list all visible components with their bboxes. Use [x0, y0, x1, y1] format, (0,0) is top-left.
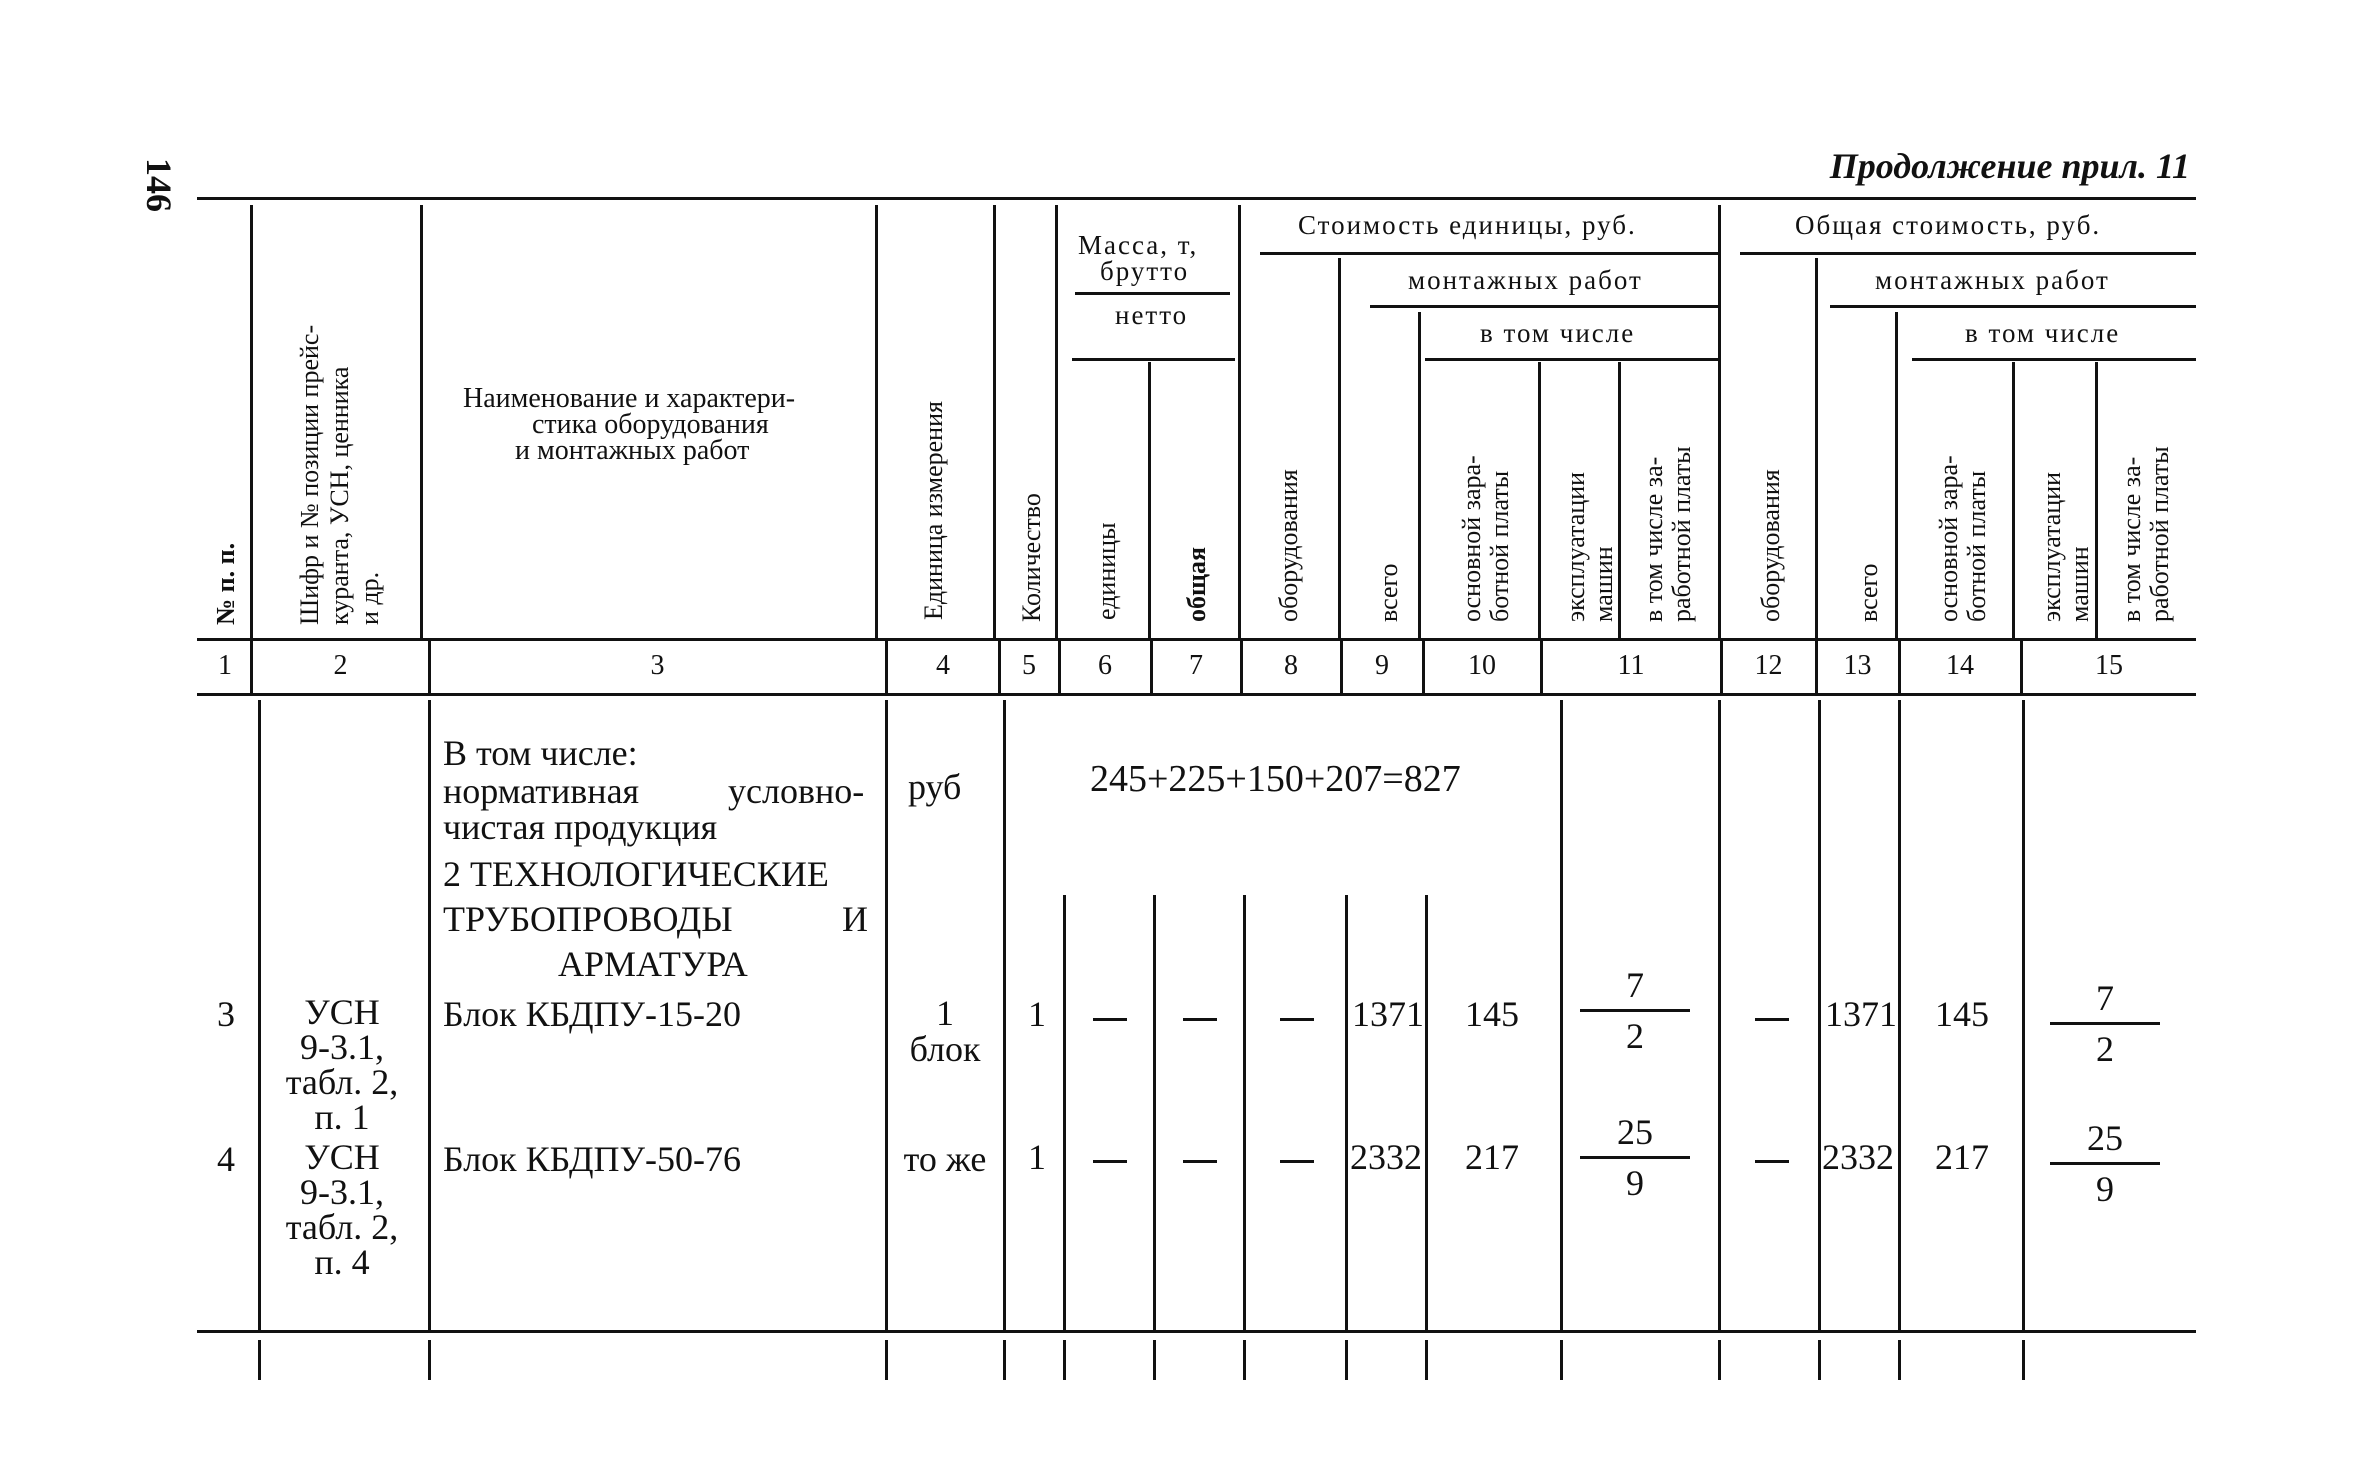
header-c2-l2: куранта, УСН, ценника	[325, 366, 354, 625]
frac-bottom: 9	[1626, 1163, 1644, 1203]
colnum-5: 5	[1022, 650, 1036, 681]
intro-line1: В том числе:	[443, 733, 638, 773]
rule-mass-mid	[1075, 292, 1230, 295]
intro-line2a: нормативная	[443, 771, 640, 811]
bv-4	[1003, 700, 1006, 1330]
frac-top: 7	[1626, 965, 1644, 1005]
header-c15b-l1: в том числе за-	[2117, 456, 2146, 622]
hv-4	[993, 205, 996, 640]
table-row-3-c10: 145	[1465, 994, 1519, 1034]
header-c9: всего	[1374, 563, 1403, 622]
frac-bottom: 2	[1626, 1016, 1644, 1056]
fv-5	[1063, 1340, 1066, 1380]
header-c15a-l1: эксплуатации	[2037, 471, 2066, 622]
colnum-9: 9	[1375, 650, 1389, 681]
colnum-7: 7	[1189, 650, 1203, 681]
header-c15a-l2: машин	[2065, 546, 2094, 622]
hv-7	[1238, 205, 1241, 640]
table-row-4-num: 4	[217, 1139, 235, 1179]
header-c8: оборудования	[1274, 469, 1303, 622]
colnum-3: 3	[650, 650, 665, 681]
hv-14	[1895, 312, 1898, 640]
colnum-12: 12	[1754, 650, 1783, 681]
rule-top	[197, 197, 2196, 200]
colnum-15: 15	[2095, 650, 2123, 681]
table-row-4-c11	[1580, 1112, 1690, 1203]
header-incl2: в том числе	[1965, 318, 2121, 348]
unit-line: то же	[903, 1139, 987, 1179]
table-row-3-c8	[1280, 1018, 1314, 1021]
fv-2	[428, 1340, 431, 1380]
table-row-3-code	[262, 992, 422, 1137]
colnum-1: 1	[218, 650, 232, 681]
bv-10	[1560, 700, 1563, 1330]
table-row-3-c9: 1371	[1352, 994, 1424, 1034]
header-brutto: брутто	[1100, 256, 1190, 286]
intro-line3: чистая продукция	[443, 807, 718, 847]
fv-10	[1560, 1340, 1563, 1380]
hv-13	[1815, 258, 1818, 640]
hv-15	[2012, 362, 2015, 640]
header-c14-l1: основной зара-	[1934, 455, 1963, 622]
header-c10-l1: основной зара-	[1457, 455, 1486, 622]
header-c11b-l1: в том числе за-	[1639, 456, 1668, 622]
bv-5	[1063, 895, 1066, 1330]
rule-colnum-bottom	[197, 693, 2196, 696]
hv-8	[1338, 258, 1341, 640]
colnum-2: 2	[333, 650, 348, 681]
table-row-4-c12	[1755, 1160, 1789, 1163]
header-netto: нетто	[1115, 300, 1189, 330]
frac-top: 25	[1617, 1112, 1653, 1152]
table-row-4-unit	[890, 1140, 1000, 1178]
hv-3	[875, 205, 878, 640]
rule-bottom	[197, 1330, 2196, 1333]
section-line1: 2 ТЕХНОЛОГИЧЕСКИЕ	[443, 854, 829, 894]
code-line: 9-3.1,	[300, 1027, 384, 1067]
header-c2-l1: Шифр и № позиции прейс-	[295, 324, 324, 625]
code-line: табл. 2,	[285, 1207, 399, 1247]
fv-7	[1243, 1340, 1246, 1380]
intro-line2b: условно-	[728, 771, 865, 811]
header-c6: единицы	[1092, 522, 1121, 620]
hv-11	[1618, 362, 1621, 640]
table-row-3-c7	[1183, 1018, 1217, 1021]
header-unit-cost: Стоимость единицы, руб.	[1298, 210, 1637, 240]
colnum-10: 10	[1468, 650, 1496, 681]
header-c7: общая	[1182, 546, 1211, 622]
hv-6	[1148, 362, 1151, 640]
table-row-3-c6	[1093, 1018, 1127, 1021]
code-line: п. 1	[314, 1097, 370, 1137]
header-c1: № п. п.	[211, 542, 240, 625]
header-c13: всего	[1854, 563, 1883, 622]
table-row-4-c7	[1183, 1160, 1217, 1163]
bv-1	[258, 700, 261, 1330]
header-c3-l1: Наименование и характери-	[463, 383, 796, 414]
rule-mont1	[1370, 305, 1720, 308]
table-row-3-unit	[890, 995, 1000, 1067]
header-c5: Количество	[1017, 493, 1046, 622]
header-total-cost: Общая стоимость, руб.	[1795, 210, 2102, 240]
code-line: 9-3.1,	[300, 1172, 384, 1212]
section-line3: АРМАТУРА	[558, 944, 748, 984]
header-c11a-l1: эксплуатации	[1561, 471, 1590, 622]
colnum-11: 11	[1617, 650, 1645, 681]
header-c10-l2: ботной платы	[1485, 470, 1514, 622]
bv-9	[1425, 895, 1428, 1330]
fv-11	[1718, 1340, 1721, 1380]
hv-10	[1538, 362, 1541, 640]
code-line: УСН	[304, 992, 380, 1032]
header-c12: оборудования	[1756, 469, 1785, 622]
colnum-14: 14	[1946, 650, 1974, 681]
fv-14	[2022, 1340, 2025, 1380]
header-c11b-l2: работной платы	[1667, 446, 1696, 622]
bv-8	[1345, 895, 1348, 1330]
continuation-title: Продолжение прил. 11	[1829, 146, 2190, 186]
table-row-4-c10: 217	[1465, 1137, 1519, 1177]
bv-7	[1243, 895, 1246, 1330]
unit-line: 1	[936, 993, 954, 1033]
bv-13	[1898, 700, 1901, 1330]
table-row-4-c15	[2050, 1118, 2160, 1209]
table-row-3-c13: 1371	[1825, 994, 1897, 1034]
hv-1	[250, 205, 253, 640]
frac-bottom: 9	[2096, 1169, 2114, 1209]
header-c3-l2: стика оборудования	[532, 409, 769, 440]
table-row-3-num: 3	[217, 994, 235, 1034]
table-row-3-c12	[1755, 1018, 1789, 1021]
header-c2-l3: и др.	[355, 571, 384, 625]
rule-mass-bottom	[1072, 358, 1235, 361]
header-mass: Масса, т,	[1078, 230, 1199, 260]
hv-5	[1055, 205, 1058, 640]
fv-8	[1345, 1340, 1348, 1380]
unit-line: блок	[909, 1029, 981, 1069]
table-row-4-c9: 2332	[1350, 1137, 1422, 1177]
header-c14-l2: ботной платы	[1962, 470, 1991, 622]
fv-12	[1818, 1340, 1821, 1380]
rule-incl1	[1425, 358, 1720, 361]
header-c3-l3: и монтажных работ	[515, 435, 750, 466]
frac-bottom: 2	[2096, 1029, 2114, 1069]
intro-formula: 245+225+150+207=827	[1090, 758, 1461, 800]
fv-6	[1153, 1340, 1156, 1380]
header-incl1: в том числе	[1480, 318, 1636, 348]
colnum-8: 8	[1284, 650, 1298, 681]
hv-2	[420, 205, 423, 640]
colnum-13: 13	[1843, 650, 1872, 681]
fv-3	[885, 1340, 888, 1380]
section-line2b: И	[842, 899, 868, 939]
table-row-4-name: Блок КБДПУ-50-76	[443, 1139, 741, 1179]
page-number: 146	[139, 158, 179, 212]
intro-unit: руб	[908, 767, 962, 807]
rule-incl2	[1912, 358, 2196, 361]
table-row-4-qty: 1	[1028, 1137, 1046, 1177]
table-row-4-c6	[1093, 1160, 1127, 1163]
header-mont2: монтажных работ	[1875, 265, 2110, 295]
rule-totalcost	[1740, 252, 2196, 255]
rule-unitcost	[1260, 252, 1720, 255]
bv-2	[428, 700, 431, 1330]
table-row-3-name: Блок КБДПУ-15-20	[443, 994, 741, 1034]
header-c4: Единица измерения	[919, 401, 948, 620]
header-c15b-l2: работной платы	[2145, 446, 2174, 622]
table-row-4-c14: 217	[1935, 1137, 1989, 1177]
bv-6	[1153, 895, 1156, 1330]
header-mont1: монтажных работ	[1408, 265, 1643, 295]
hv-12	[1718, 205, 1721, 640]
hv-16	[2095, 362, 2098, 640]
code-line: п. 4	[314, 1242, 370, 1282]
table-row-3-c14: 145	[1935, 994, 1989, 1034]
bv-11	[1718, 700, 1721, 1330]
section-line2a: ТРУБОПРОВОДЫ	[443, 899, 733, 939]
fv-1	[258, 1340, 261, 1380]
code-line: УСН	[304, 1137, 380, 1177]
table-row-4-c8	[1280, 1160, 1314, 1163]
fv-4	[1003, 1340, 1006, 1380]
code-line: табл. 2,	[285, 1062, 399, 1102]
table-row-3-c15	[2050, 978, 2160, 1069]
table-row-4-code	[262, 1137, 422, 1282]
fv-9	[1425, 1340, 1428, 1380]
table-row-4-c13: 2332	[1822, 1137, 1894, 1177]
rule-mont2	[1830, 305, 2196, 308]
table-row-3-c11	[1580, 965, 1690, 1056]
colnum-6: 6	[1098, 650, 1112, 681]
bv-12	[1818, 700, 1821, 1330]
bv-3	[885, 700, 888, 1330]
colnum-4: 4	[936, 650, 950, 681]
fv-13	[1898, 1340, 1901, 1380]
header-c11a-l2: машин	[1589, 546, 1618, 622]
frac-top: 25	[2087, 1118, 2123, 1158]
frac-top: 7	[2096, 978, 2114, 1018]
table-row-3-qty: 1	[1028, 994, 1046, 1034]
bv-14	[2022, 700, 2025, 1330]
hv-9	[1418, 312, 1421, 640]
